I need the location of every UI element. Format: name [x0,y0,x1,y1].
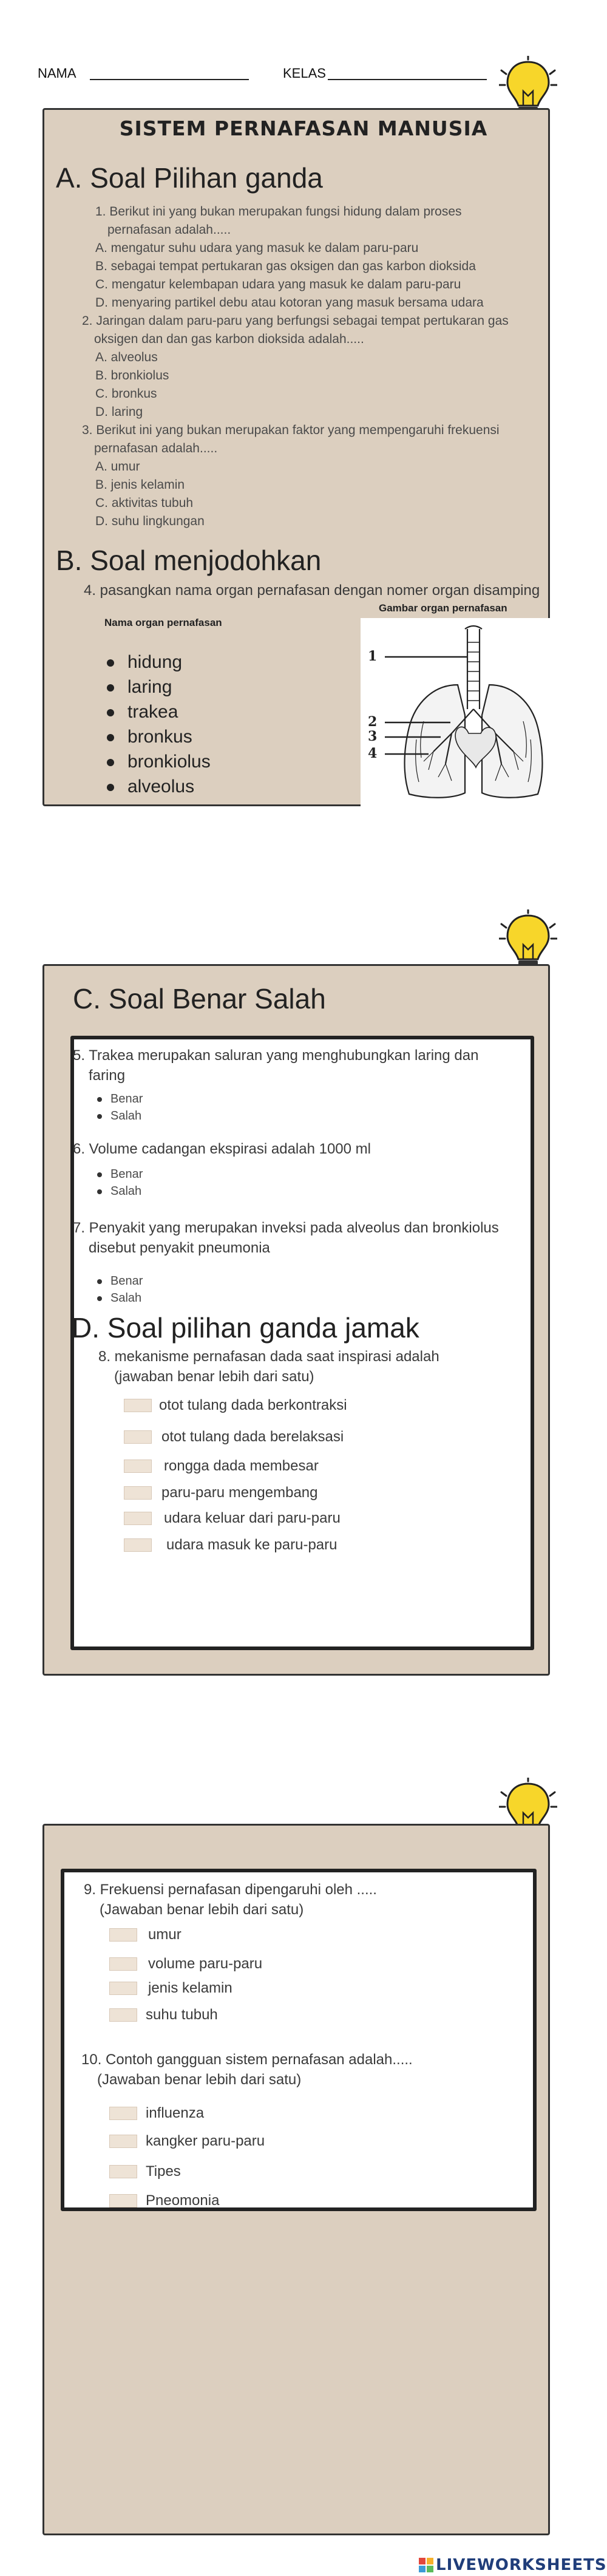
liveworksheets-text: LIVEWORKSHEETS [436,2556,607,2574]
q10-option-2: kangker paru-paru [146,2133,265,2149]
q4-text: 4. pasangkan nama organ pernafasan dengan nomer organ disamping [84,582,540,599]
q6-option-salah[interactable]: Salah [97,1183,143,1200]
diagram-label-3: 3 [368,729,378,744]
liveworksheets-icon [419,2558,433,2572]
q5-option-salah[interactable]: Salah [97,1107,143,1124]
q2-option-b[interactable]: B. bronkiolus [95,369,169,382]
q8-option-3: rongga dada membesar [164,1458,319,1474]
q2-text: 2. Jaringan dalam paru-paru yang berfungsi sebagai tempat pertukaran gas oksigen dan dan gas karbon dioksida adalah..... [82,314,509,346]
q8-option-5: udara keluar dari paru-paru [164,1510,341,1526]
diagram-header: Gambar organ pernafasan [379,602,507,614]
q10-checkbox-4[interactable] [109,2194,137,2207]
nama-label: NAMA [38,66,76,81]
q1-option-b[interactable]: B. sebagai tempat pertukaran gas oksigen dan gas karbon dioksida [95,259,476,273]
q8-checkbox-1[interactable] [124,1399,152,1412]
page-title: SISTEM PERNAFASAN MANUSIA [119,117,488,140]
q6-options [97,1166,143,1200]
q6-option-benar[interactable]: Benar [97,1166,143,1183]
q10-checkbox-1[interactable] [109,2107,137,2120]
organ-list [107,650,211,799]
q7-options [97,1273,143,1307]
q1-text: 1. Berikut ini yang bukan merupakan fungsi hidung dalam proses pernafasan adalah..... [95,205,462,237]
q9-option-4: suhu tubuh [146,2007,218,2023]
section-a-heading: A. Soal Pilihan ganda [56,162,323,194]
q9-option-1: umur [148,1926,181,1943]
q3-option-b[interactable]: B. jenis kelamin [95,478,185,492]
diagram-label-2: 2 [368,714,378,730]
q2-options [95,348,169,421]
lung-diagram [361,618,550,812]
organ-item-hidung[interactable]: hidung [107,650,211,675]
q8-checkbox-6[interactable] [124,1538,152,1552]
q8-option-1: otot tulang dada berkontraksi [159,1397,347,1413]
q1-option-a[interactable]: A. mengatur suhu udara yang masuk ke dalam paru-paru [95,241,419,255]
q8-checkbox-3[interactable] [124,1460,152,1473]
q8-text: 8. mekanisme pernafasan dada saat inspirasi adalah (jawaban benar lebih dari satu) [98,1348,439,1385]
q8-checkbox-5[interactable] [124,1512,152,1525]
q9-text: 9. Frekuensi pernafasan dipengaruhi oleh ..... (Jawaban benar lebih dari satu) [84,1881,377,1918]
q7-option-benar[interactable]: Benar [97,1273,143,1290]
q5-options [97,1090,143,1124]
q8-option-2: otot tulang dada berelaksasi [161,1429,344,1445]
q3-text: 3. Berikut ini yang bukan merupakan faktor yang mempengaruhi frekuensi pernafasan adalah..... [82,423,500,455]
q7-text: 7. Penyakit yang merupakan inveksi pada alveolus dan bronkiolus disebut penyakit pneumonia [73,1220,499,1256]
q10-option-1: influenza [146,2105,205,2121]
q5-text: 5. Trakea merupakan saluran yang menghubungkan laring dan faring [73,1047,479,1084]
diagram-label-1: 1 [368,648,378,664]
q8-checkbox-2[interactable] [124,1430,152,1444]
q1-option-c[interactable]: C. mengatur kelembapan udara yang masuk ke dalam paru-paru [95,277,461,291]
nama-line [90,79,249,80]
q3-options [95,458,205,531]
organ-item-bronkiolus[interactable]: bronkiolus [107,749,211,774]
q7-option-salah[interactable]: Salah [97,1290,143,1307]
section-c-heading: C. Soal Benar Salah [73,983,326,1014]
organ-item-alveolus[interactable]: alveolus [107,774,211,799]
q9-option-3: jenis kelamin [148,1980,232,1996]
organ-item-trakea[interactable]: trakea [107,699,211,724]
q6-text: 6. Volume cadangan ekspirasi adalah 1000 ml [73,1141,371,1157]
q3-option-d[interactable]: D. suhu lingkungan [95,514,205,528]
organ-list-header: Nama organ pernafasan [104,617,222,628]
section-d-heading: D. Soal pilihan ganda jamak [72,1312,419,1344]
diagram-label-4: 4 [368,746,378,761]
q10-checkbox-3[interactable] [109,2165,137,2178]
q3-option-a[interactable]: A. umur [95,460,140,474]
q2-option-a[interactable]: A. alveolus [95,350,158,364]
q8-option-4: paru-paru mengembang [161,1484,318,1501]
q1-option-d[interactable]: D. menyaring partikel debu atau kotoran yang masuk bersama udara [95,296,484,310]
q9-option-2: volume paru-paru [148,1956,263,1972]
q2-option-d[interactable]: D. laring [95,405,143,419]
q8-option-6: udara masuk ke paru-paru [166,1537,337,1553]
page3-answer-box [61,1869,537,2211]
q10-checkbox-2[interactable] [109,2135,137,2148]
q5-option-benar[interactable]: Benar [97,1090,143,1107]
kelas-line [328,79,487,80]
q10-option-3: Tipes [146,2163,181,2180]
section-b-heading: B. Soal menjodohkan [56,545,322,576]
q9-checkbox-3[interactable] [109,1982,137,1995]
q9-checkbox-1[interactable] [109,1928,137,1942]
q10-option-4: Pneomonia [146,2192,220,2209]
q8-checkbox-4[interactable] [124,1486,152,1500]
liveworksheets-logo[interactable] [419,2556,607,2574]
q1-options [95,239,484,312]
q10-text: 10. Contoh gangguan sistem pernafasan adalah..... (Jawaban benar lebih dari satu) [81,2051,413,2088]
organ-item-laring[interactable]: laring [107,675,211,699]
lung-diagram-svg [361,618,550,812]
q9-checkbox-2[interactable] [109,1957,137,1971]
q9-checkbox-4[interactable] [109,2008,137,2022]
q3-option-c[interactable]: C. aktivitas tubuh [95,496,194,510]
kelas-label: KELAS [283,66,326,81]
q2-option-c[interactable]: C. bronkus [95,387,157,401]
organ-item-bronkus[interactable]: bronkus [107,724,211,749]
